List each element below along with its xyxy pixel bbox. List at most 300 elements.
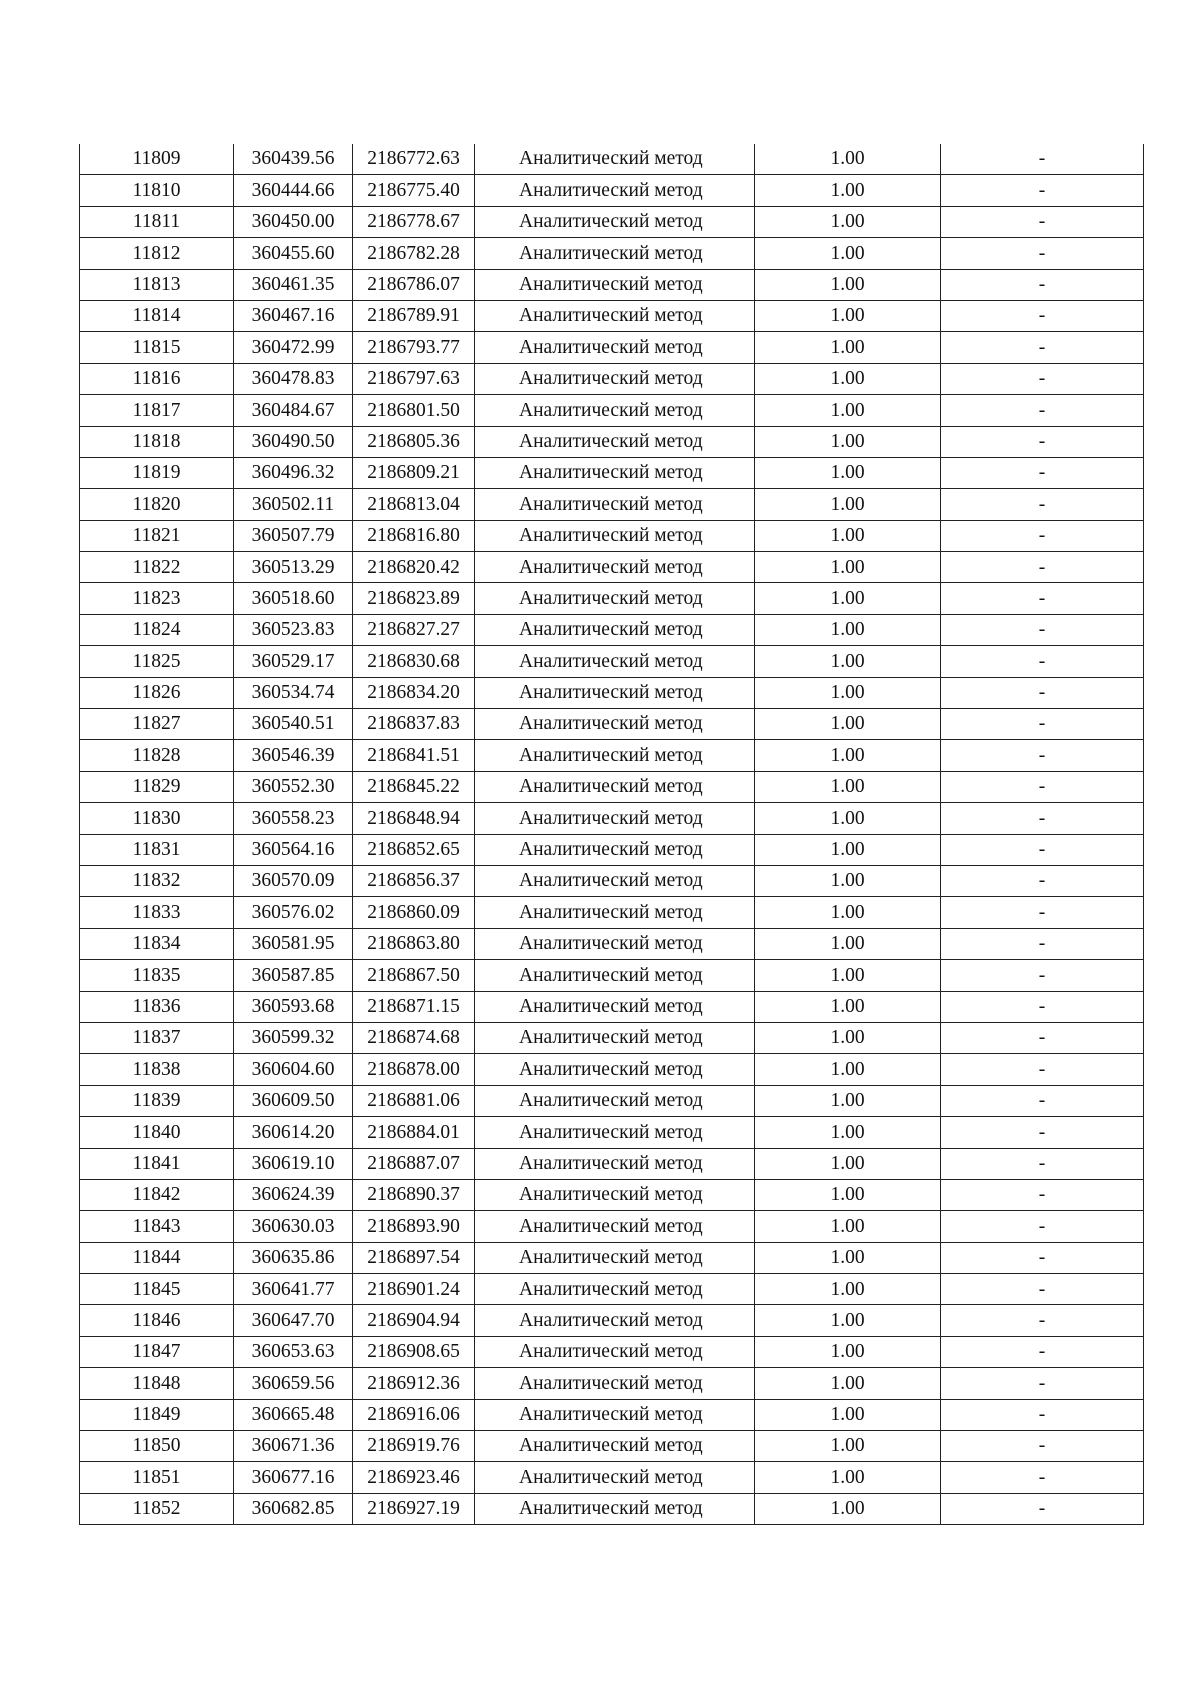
accuracy-cell: 1.00 <box>755 489 941 520</box>
x-coordinate-cell: 360581.95 <box>234 928 353 959</box>
y-coordinate-cell: 2186827.27 <box>353 614 475 645</box>
point-number-cell: 11828 <box>80 740 234 771</box>
accuracy-cell: 1.00 <box>755 552 941 583</box>
table-row <box>80 363 1144 394</box>
y-coordinate-cell: 2186881.06 <box>353 1085 475 1116</box>
method-cell: Аналитический метод <box>475 1022 755 1053</box>
x-coordinate-cell: 360593.68 <box>234 991 353 1022</box>
accuracy-cell: 1.00 <box>755 144 941 175</box>
accuracy-cell: 1.00 <box>755 1274 941 1305</box>
y-coordinate-cell: 2186801.50 <box>353 395 475 426</box>
y-coordinate-cell: 2186923.46 <box>353 1462 475 1493</box>
method-cell: Аналитический метод <box>475 740 755 771</box>
description-cell: - <box>941 1462 1144 1493</box>
accuracy-cell: 1.00 <box>755 897 941 928</box>
point-number-cell: 11812 <box>80 238 234 269</box>
table-row <box>80 395 1144 426</box>
accuracy-cell: 1.00 <box>755 1493 941 1524</box>
method-cell: Аналитический метод <box>475 1431 755 1462</box>
point-number-cell: 11844 <box>80 1242 234 1273</box>
accuracy-cell: 1.00 <box>755 1305 941 1336</box>
coordinates-table-body <box>80 144 1144 1525</box>
x-coordinate-cell: 360665.48 <box>234 1399 353 1430</box>
y-coordinate-cell: 2186834.20 <box>353 677 475 708</box>
description-cell: - <box>941 646 1144 677</box>
y-coordinate-cell: 2186890.37 <box>353 1179 475 1210</box>
y-coordinate-cell: 2186793.77 <box>353 332 475 363</box>
method-cell: Аналитический метод <box>475 269 755 300</box>
description-cell: - <box>941 1022 1144 1053</box>
table-row <box>80 1399 1144 1430</box>
y-coordinate-cell: 2186860.09 <box>353 897 475 928</box>
table-row <box>80 175 1144 206</box>
x-coordinate-cell: 360502.11 <box>234 489 353 520</box>
coordinates-table <box>79 144 1144 1525</box>
point-number-cell: 11845 <box>80 1274 234 1305</box>
table-row <box>80 520 1144 551</box>
accuracy-cell: 1.00 <box>755 928 941 959</box>
accuracy-cell: 1.00 <box>755 614 941 645</box>
accuracy-cell: 1.00 <box>755 1022 941 1053</box>
x-coordinate-cell: 360552.30 <box>234 771 353 802</box>
point-number-cell: 11836 <box>80 991 234 1022</box>
accuracy-cell: 1.00 <box>755 395 941 426</box>
accuracy-cell: 1.00 <box>755 646 941 677</box>
table-row <box>80 677 1144 708</box>
description-cell: - <box>941 1117 1144 1148</box>
x-coordinate-cell: 360490.50 <box>234 426 353 457</box>
method-cell: Аналитический метод <box>475 771 755 802</box>
accuracy-cell: 1.00 <box>755 1179 941 1210</box>
table-row <box>80 144 1144 175</box>
x-coordinate-cell: 360604.60 <box>234 1054 353 1085</box>
table-row <box>80 1211 1144 1242</box>
y-coordinate-cell: 2186820.42 <box>353 552 475 583</box>
point-number-cell: 11837 <box>80 1022 234 1053</box>
point-number-cell: 11841 <box>80 1148 234 1179</box>
point-number-cell: 11835 <box>80 960 234 991</box>
description-cell: - <box>941 238 1144 269</box>
method-cell: Аналитический метод <box>475 1399 755 1430</box>
x-coordinate-cell: 360671.36 <box>234 1431 353 1462</box>
accuracy-cell: 1.00 <box>755 991 941 1022</box>
method-cell: Аналитический метод <box>475 395 755 426</box>
point-number-cell: 11822 <box>80 552 234 583</box>
point-number-cell: 11814 <box>80 300 234 331</box>
accuracy-cell: 1.00 <box>755 363 941 394</box>
table-row <box>80 300 1144 331</box>
y-coordinate-cell: 2186878.00 <box>353 1054 475 1085</box>
method-cell: Аналитический метод <box>475 991 755 1022</box>
accuracy-cell: 1.00 <box>755 583 941 614</box>
y-coordinate-cell: 2186837.83 <box>353 709 475 740</box>
y-coordinate-cell: 2186897.54 <box>353 1242 475 1273</box>
table-row <box>80 1022 1144 1053</box>
method-cell: Аналитический метод <box>475 583 755 614</box>
y-coordinate-cell: 2186813.04 <box>353 489 475 520</box>
x-coordinate-cell: 360682.85 <box>234 1493 353 1524</box>
method-cell: Аналитический метод <box>475 457 755 488</box>
accuracy-cell: 1.00 <box>755 771 941 802</box>
accuracy-cell: 1.00 <box>755 1431 941 1462</box>
description-cell: - <box>941 1493 1144 1524</box>
method-cell: Аналитический метод <box>475 960 755 991</box>
method-cell: Аналитический метод <box>475 1148 755 1179</box>
accuracy-cell: 1.00 <box>755 1462 941 1493</box>
x-coordinate-cell: 360467.16 <box>234 300 353 331</box>
table-row <box>80 803 1144 834</box>
accuracy-cell: 1.00 <box>755 803 941 834</box>
table-row <box>80 1493 1144 1524</box>
point-number-cell: 11816 <box>80 363 234 394</box>
table-row <box>80 865 1144 896</box>
description-cell: - <box>941 457 1144 488</box>
method-cell: Аналитический метод <box>475 1336 755 1367</box>
description-cell: - <box>941 1085 1144 1116</box>
description-cell: - <box>941 1431 1144 1462</box>
table-row <box>80 897 1144 928</box>
y-coordinate-cell: 2186778.67 <box>353 206 475 237</box>
table-row <box>80 1148 1144 1179</box>
accuracy-cell: 1.00 <box>755 1211 941 1242</box>
method-cell: Аналитический метод <box>475 1242 755 1273</box>
point-number-cell: 11815 <box>80 332 234 363</box>
y-coordinate-cell: 2186823.89 <box>353 583 475 614</box>
method-cell: Аналитический метод <box>475 1368 755 1399</box>
y-coordinate-cell: 2186884.01 <box>353 1117 475 1148</box>
description-cell: - <box>941 332 1144 363</box>
point-number-cell: 11839 <box>80 1085 234 1116</box>
point-number-cell: 11827 <box>80 709 234 740</box>
description-cell: - <box>941 709 1144 740</box>
point-number-cell: 11840 <box>80 1117 234 1148</box>
method-cell: Аналитический метод <box>475 1179 755 1210</box>
table-row <box>80 1431 1144 1462</box>
table-row <box>80 206 1144 237</box>
table-row <box>80 583 1144 614</box>
table-row <box>80 1336 1144 1367</box>
description-cell: - <box>941 1399 1144 1430</box>
table-row <box>80 489 1144 520</box>
description-cell: - <box>941 614 1144 645</box>
x-coordinate-cell: 360518.60 <box>234 583 353 614</box>
y-coordinate-cell: 2186786.07 <box>353 269 475 300</box>
method-cell: Аналитический метод <box>475 520 755 551</box>
method-cell: Аналитический метод <box>475 1305 755 1336</box>
y-coordinate-cell: 2186797.63 <box>353 363 475 394</box>
x-coordinate-cell: 360478.83 <box>234 363 353 394</box>
x-coordinate-cell: 360523.83 <box>234 614 353 645</box>
point-number-cell: 11833 <box>80 897 234 928</box>
description-cell: - <box>941 1368 1144 1399</box>
x-coordinate-cell: 360677.16 <box>234 1462 353 1493</box>
point-number-cell: 11823 <box>80 583 234 614</box>
table-row <box>80 614 1144 645</box>
description-cell: - <box>941 865 1144 896</box>
description-cell: - <box>941 583 1144 614</box>
description-cell: - <box>941 1274 1144 1305</box>
description-cell: - <box>941 175 1144 206</box>
point-number-cell: 11819 <box>80 457 234 488</box>
x-coordinate-cell: 360647.70 <box>234 1305 353 1336</box>
y-coordinate-cell: 2186871.15 <box>353 991 475 1022</box>
x-coordinate-cell: 360576.02 <box>234 897 353 928</box>
point-number-cell: 11813 <box>80 269 234 300</box>
y-coordinate-cell: 2186927.19 <box>353 1493 475 1524</box>
y-coordinate-cell: 2186887.07 <box>353 1148 475 1179</box>
y-coordinate-cell: 2186904.94 <box>353 1305 475 1336</box>
point-number-cell: 11811 <box>80 206 234 237</box>
y-coordinate-cell: 2186919.76 <box>353 1431 475 1462</box>
point-number-cell: 11824 <box>80 614 234 645</box>
point-number-cell: 11832 <box>80 865 234 896</box>
x-coordinate-cell: 360635.86 <box>234 1242 353 1273</box>
x-coordinate-cell: 360534.74 <box>234 677 353 708</box>
description-cell: - <box>941 269 1144 300</box>
method-cell: Аналитический метод <box>475 677 755 708</box>
table-row <box>80 1305 1144 1336</box>
description-cell: - <box>941 1305 1144 1336</box>
method-cell: Аналитический метод <box>475 709 755 740</box>
table-row <box>80 457 1144 488</box>
method-cell: Аналитический метод <box>475 614 755 645</box>
y-coordinate-cell: 2186856.37 <box>353 865 475 896</box>
method-cell: Аналитический метод <box>475 1462 755 1493</box>
description-cell: - <box>941 489 1144 520</box>
table-row <box>80 1085 1144 1116</box>
description-cell: - <box>941 928 1144 959</box>
method-cell: Аналитический метод <box>475 489 755 520</box>
x-coordinate-cell: 360641.77 <box>234 1274 353 1305</box>
x-coordinate-cell: 360558.23 <box>234 803 353 834</box>
method-cell: Аналитический метод <box>475 928 755 959</box>
description-cell: - <box>941 1054 1144 1085</box>
method-cell: Аналитический метод <box>475 1211 755 1242</box>
point-number-cell: 11820 <box>80 489 234 520</box>
y-coordinate-cell: 2186848.94 <box>353 803 475 834</box>
y-coordinate-cell: 2186863.80 <box>353 928 475 959</box>
point-number-cell: 11821 <box>80 520 234 551</box>
point-number-cell: 11846 <box>80 1305 234 1336</box>
description-cell: - <box>941 834 1144 865</box>
table-row <box>80 1274 1144 1305</box>
accuracy-cell: 1.00 <box>755 834 941 865</box>
point-number-cell: 11809 <box>80 144 234 175</box>
x-coordinate-cell: 360619.10 <box>234 1148 353 1179</box>
description-cell: - <box>941 1179 1144 1210</box>
point-number-cell: 11842 <box>80 1179 234 1210</box>
point-number-cell: 11838 <box>80 1054 234 1085</box>
table-row <box>80 1462 1144 1493</box>
x-coordinate-cell: 360564.16 <box>234 834 353 865</box>
description-cell: - <box>941 552 1144 583</box>
x-coordinate-cell: 360529.17 <box>234 646 353 677</box>
method-cell: Аналитический метод <box>475 300 755 331</box>
y-coordinate-cell: 2186830.68 <box>353 646 475 677</box>
accuracy-cell: 1.00 <box>755 1148 941 1179</box>
accuracy-cell: 1.00 <box>755 238 941 269</box>
table-row <box>80 238 1144 269</box>
x-coordinate-cell: 360587.85 <box>234 960 353 991</box>
description-cell: - <box>941 206 1144 237</box>
accuracy-cell: 1.00 <box>755 865 941 896</box>
x-coordinate-cell: 360630.03 <box>234 1211 353 1242</box>
description-cell: - <box>941 771 1144 802</box>
accuracy-cell: 1.00 <box>755 520 941 551</box>
x-coordinate-cell: 360513.29 <box>234 552 353 583</box>
accuracy-cell: 1.00 <box>755 1399 941 1430</box>
point-number-cell: 11851 <box>80 1462 234 1493</box>
accuracy-cell: 1.00 <box>755 709 941 740</box>
table-row <box>80 1368 1144 1399</box>
description-cell: - <box>941 363 1144 394</box>
description-cell: - <box>941 1148 1144 1179</box>
description-cell: - <box>941 960 1144 991</box>
x-coordinate-cell: 360546.39 <box>234 740 353 771</box>
x-coordinate-cell: 360609.50 <box>234 1085 353 1116</box>
description-cell: - <box>941 991 1144 1022</box>
x-coordinate-cell: 360599.32 <box>234 1022 353 1053</box>
x-coordinate-cell: 360540.51 <box>234 709 353 740</box>
point-number-cell: 11810 <box>80 175 234 206</box>
method-cell: Аналитический метод <box>475 144 755 175</box>
x-coordinate-cell: 360614.20 <box>234 1117 353 1148</box>
table-row <box>80 709 1144 740</box>
table-row <box>80 1117 1144 1148</box>
method-cell: Аналитический метод <box>475 1085 755 1116</box>
point-number-cell: 11849 <box>80 1399 234 1430</box>
x-coordinate-cell: 360472.99 <box>234 332 353 363</box>
table-row <box>80 1054 1144 1085</box>
y-coordinate-cell: 2186845.22 <box>353 771 475 802</box>
x-coordinate-cell: 360484.67 <box>234 395 353 426</box>
accuracy-cell: 1.00 <box>755 457 941 488</box>
y-coordinate-cell: 2186809.21 <box>353 457 475 488</box>
x-coordinate-cell: 360439.56 <box>234 144 353 175</box>
point-number-cell: 11817 <box>80 395 234 426</box>
x-coordinate-cell: 360455.60 <box>234 238 353 269</box>
description-cell: - <box>941 520 1144 551</box>
x-coordinate-cell: 360444.66 <box>234 175 353 206</box>
description-cell: - <box>941 300 1144 331</box>
point-number-cell: 11826 <box>80 677 234 708</box>
accuracy-cell: 1.00 <box>755 1336 941 1367</box>
method-cell: Аналитический метод <box>475 646 755 677</box>
description-cell: - <box>941 803 1144 834</box>
x-coordinate-cell: 360461.35 <box>234 269 353 300</box>
description-cell: - <box>941 426 1144 457</box>
point-number-cell: 11848 <box>80 1368 234 1399</box>
y-coordinate-cell: 2186816.80 <box>353 520 475 551</box>
table-row <box>80 834 1144 865</box>
point-number-cell: 11847 <box>80 1336 234 1367</box>
description-cell: - <box>941 395 1144 426</box>
table-row <box>80 771 1144 802</box>
description-cell: - <box>941 677 1144 708</box>
x-coordinate-cell: 360450.00 <box>234 206 353 237</box>
y-coordinate-cell: 2186893.90 <box>353 1211 475 1242</box>
y-coordinate-cell: 2186789.91 <box>353 300 475 331</box>
method-cell: Аналитический метод <box>475 1274 755 1305</box>
y-coordinate-cell: 2186867.50 <box>353 960 475 991</box>
method-cell: Аналитический метод <box>475 238 755 269</box>
point-number-cell: 11850 <box>80 1431 234 1462</box>
description-cell: - <box>941 897 1144 928</box>
accuracy-cell: 1.00 <box>755 1368 941 1399</box>
description-cell: - <box>941 1336 1144 1367</box>
table-row <box>80 740 1144 771</box>
method-cell: Аналитический метод <box>475 363 755 394</box>
table-row <box>80 960 1144 991</box>
accuracy-cell: 1.00 <box>755 332 941 363</box>
table-row <box>80 991 1144 1022</box>
y-coordinate-cell: 2186912.36 <box>353 1368 475 1399</box>
y-coordinate-cell: 2186805.36 <box>353 426 475 457</box>
description-cell: - <box>941 1211 1144 1242</box>
table-row <box>80 552 1144 583</box>
accuracy-cell: 1.00 <box>755 1242 941 1273</box>
method-cell: Аналитический метод <box>475 803 755 834</box>
point-number-cell: 11831 <box>80 834 234 865</box>
accuracy-cell: 1.00 <box>755 960 941 991</box>
x-coordinate-cell: 360507.79 <box>234 520 353 551</box>
method-cell: Аналитический метод <box>475 1493 755 1524</box>
point-number-cell: 11843 <box>80 1211 234 1242</box>
x-coordinate-cell: 360659.56 <box>234 1368 353 1399</box>
accuracy-cell: 1.00 <box>755 1054 941 1085</box>
description-cell: - <box>941 1242 1144 1273</box>
accuracy-cell: 1.00 <box>755 677 941 708</box>
method-cell: Аналитический метод <box>475 1117 755 1148</box>
x-coordinate-cell: 360624.39 <box>234 1179 353 1210</box>
accuracy-cell: 1.00 <box>755 740 941 771</box>
accuracy-cell: 1.00 <box>755 1117 941 1148</box>
method-cell: Аналитический метод <box>475 1054 755 1085</box>
table-row <box>80 332 1144 363</box>
y-coordinate-cell: 2186775.40 <box>353 175 475 206</box>
point-number-cell: 11834 <box>80 928 234 959</box>
point-number-cell: 11830 <box>80 803 234 834</box>
y-coordinate-cell: 2186874.68 <box>353 1022 475 1053</box>
method-cell: Аналитический метод <box>475 552 755 583</box>
table-row <box>80 646 1144 677</box>
x-coordinate-cell: 360653.63 <box>234 1336 353 1367</box>
accuracy-cell: 1.00 <box>755 300 941 331</box>
y-coordinate-cell: 2186782.28 <box>353 238 475 269</box>
method-cell: Аналитический метод <box>475 834 755 865</box>
method-cell: Аналитический метод <box>475 175 755 206</box>
method-cell: Аналитический метод <box>475 426 755 457</box>
y-coordinate-cell: 2186908.65 <box>353 1336 475 1367</box>
point-number-cell: 11825 <box>80 646 234 677</box>
point-number-cell: 11818 <box>80 426 234 457</box>
x-coordinate-cell: 360570.09 <box>234 865 353 896</box>
y-coordinate-cell: 2186772.63 <box>353 144 475 175</box>
y-coordinate-cell: 2186916.06 <box>353 1399 475 1430</box>
description-cell: - <box>941 144 1144 175</box>
y-coordinate-cell: 2186841.51 <box>353 740 475 771</box>
accuracy-cell: 1.00 <box>755 269 941 300</box>
description-cell: - <box>941 740 1144 771</box>
accuracy-cell: 1.00 <box>755 175 941 206</box>
table-row <box>80 426 1144 457</box>
accuracy-cell: 1.00 <box>755 206 941 237</box>
method-cell: Аналитический метод <box>475 206 755 237</box>
x-coordinate-cell: 360496.32 <box>234 457 353 488</box>
method-cell: Аналитический метод <box>475 332 755 363</box>
point-number-cell: 11829 <box>80 771 234 802</box>
y-coordinate-cell: 2186901.24 <box>353 1274 475 1305</box>
